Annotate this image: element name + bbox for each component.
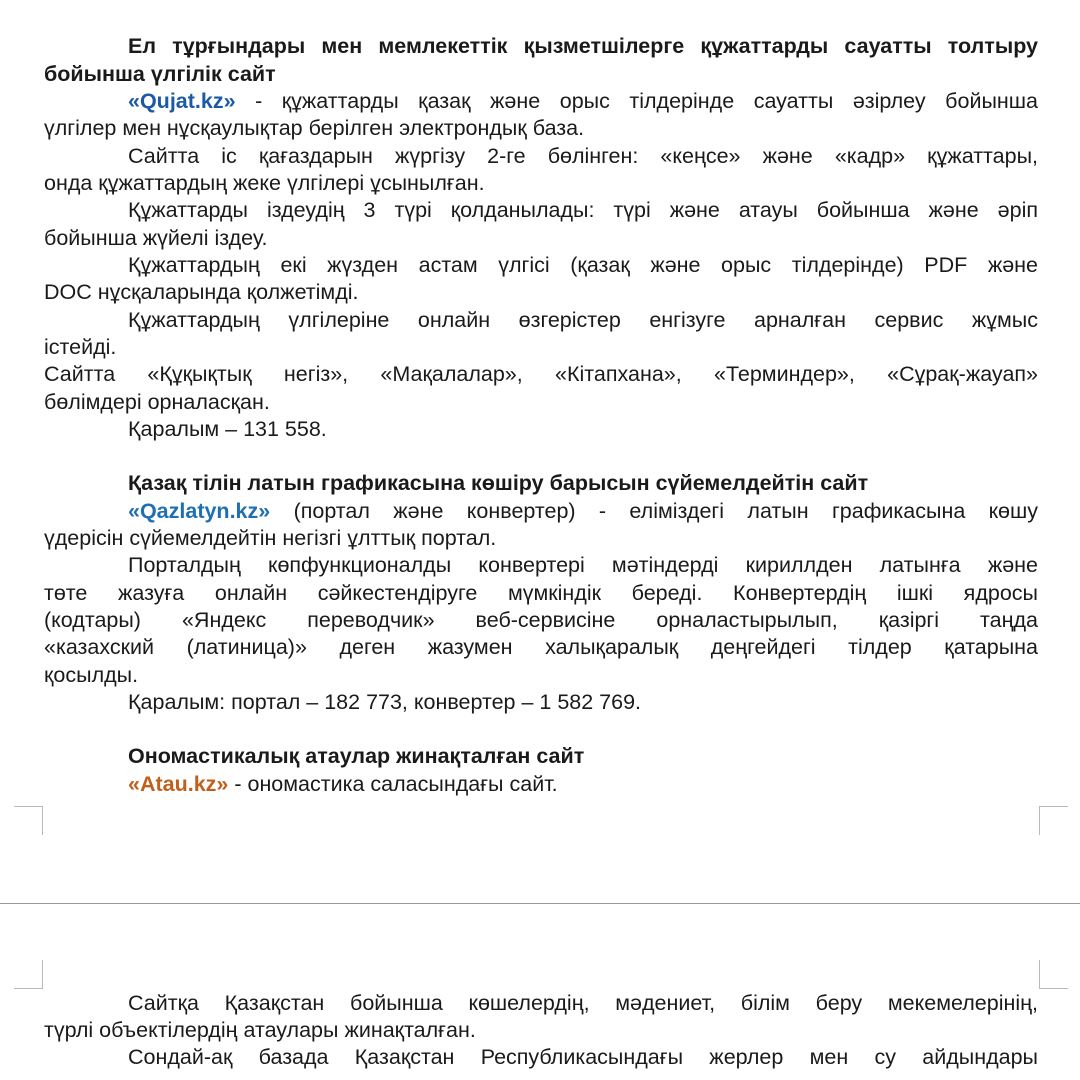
section1-heading-line2: бойынша үлгілік сайт <box>44 62 276 86</box>
section2-paragraph2-line3: (кодтары) «Яндекс переводчик» веб-сервисіне орналастырылып, қазіргі таңда <box>44 608 1038 632</box>
section1-paragraph4-line2: DOC нұсқаларында қолжетімді. <box>44 280 359 304</box>
section2-views: Қаралым: портал – 182 773, конвертер – 1 582 769. <box>128 690 642 714</box>
section1-paragraph6-line1: Сайтта «Құқықтық негіз», «Мақалалар», «Кітапхана», «Терминдер», «Сұрақ-жауап» <box>44 362 1038 386</box>
section1-paragraph1-line2: үлгілер мен нұсқаулықтар берілген электрондық база. <box>44 116 585 140</box>
section2-paragraph1-text: (портал және конвертер) - еліміздегі латын графикасына көшу <box>270 499 1038 523</box>
page-break-divider <box>0 903 1080 904</box>
section2-paragraph2-line1: Порталдың көпфункционалды конвертері мәтіндерді кириллден латынға және <box>128 553 1038 577</box>
qazlatyn-link[interactable]: «Qazlatyn.kz» <box>128 499 271 523</box>
section1-paragraph4-line1: Құжаттардың екі жүзден астам үлгісі (қазақ және орыс тілдерінде) PDF және <box>128 253 1038 277</box>
section1-paragraph1-line1 <box>128 87 1038 115</box>
section1-paragraph2-line1: Сайтта іс қағаздарын жүргізу 2-ге бөлінген: «кеңсе» және «кадр» құжаттары, <box>128 144 1038 168</box>
section1-paragraph5-line1: Құжаттардың үлгілеріне онлайн өзгерістер енгізуге арналған сервис жұмыс <box>128 308 1038 332</box>
page2-paragraph1-line1: Сайтқа Қазақстан бойынша көшелердің, мәдениет, білім беру мекемелерінің, <box>128 991 1038 1015</box>
section2-paragraph2-line4: «казахский (латиница)» деген жазумен халықаралық деңгейдегі тілдер қатарына <box>44 635 1038 659</box>
section1-paragraph3-line1: Құжаттарды іздеудің 3 түрі қолданылады: түрі және атауы бойынша және әріп <box>128 198 1038 222</box>
page2-paragraph1-line2: түрлі объектілердің атаулары жинақталған. <box>44 1018 476 1042</box>
section2-paragraph2-line2: төте жазуға онлайн сәйкестендіруге мүмкіндік береді. Конвертердің ішкі ядросы <box>44 581 1038 605</box>
section3-paragraph1-text: - ономастика саласындағы сайт. <box>228 772 558 796</box>
section3-heading: Ономастикалық атаулар жинақталған сайт <box>128 744 585 768</box>
margin-corner-bottom-left <box>14 806 43 835</box>
section1-views: Қаралым – 131 558. <box>128 417 327 441</box>
section1-paragraph1-text: - құжаттарды қазақ және орыс тілдерінде сауатты әзірлеу бойынша <box>235 89 1038 113</box>
section2-heading: Қазақ тілін латын графикасына көшіру барысын сүйемелдейтін сайт <box>128 471 869 495</box>
section2-paragraph1-line2: үдерісін сүйемелдейтін негізгі ұлттық портал. <box>44 526 497 550</box>
section1-paragraph2-line2: онда құжаттардың жеке үлгілері ұсынылған. <box>44 171 485 195</box>
section1-heading-line1: Ел тұрғындары мен мемлекеттік қызметшілерге құжаттарды сауатты толтыру <box>128 34 1038 58</box>
section2-paragraph2-line5: қосылды. <box>44 663 139 687</box>
atau-link[interactable]: «Atau.kz» <box>128 772 229 796</box>
margin-corner-bottom-right <box>1039 806 1068 835</box>
section1-paragraph3-line2: бойынша жүйелі іздеу. <box>44 226 268 250</box>
margin-corner-top-right <box>1039 960 1068 989</box>
section3-paragraph1 <box>128 770 558 798</box>
margin-corner-top-left <box>14 960 43 989</box>
section2-paragraph1-line1 <box>128 497 1038 525</box>
section1-paragraph5-line2: істейді. <box>44 335 117 359</box>
qujat-link[interactable]: «Qujat.kz» <box>128 89 236 113</box>
section1-paragraph6-line2: бөлімдері орналасқан. <box>44 390 270 414</box>
page2-paragraph2-line1: Сондай-ақ базада Қазақстан Республикасындағы жерлер мен су айдындары <box>128 1045 1038 1069</box>
